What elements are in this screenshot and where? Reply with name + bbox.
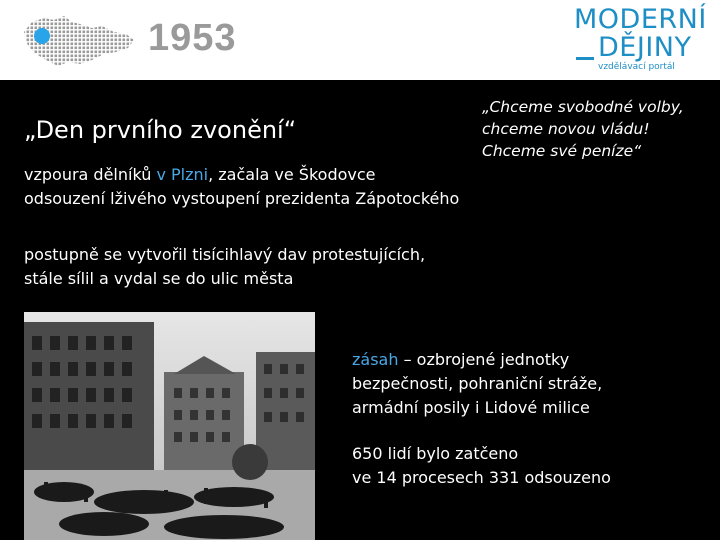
- zasah-link[interactable]: zásah: [352, 350, 399, 369]
- uprising-line-2: odsouzení lživého vystoupení prezidenta Zápotockého: [24, 189, 460, 208]
- header-bar: [0, 0, 720, 80]
- crowd-paragraph: [24, 243, 425, 291]
- text-segment: vzpoura dělníků: [24, 165, 157, 184]
- brand-underline: [576, 57, 594, 60]
- intervention-line-2: bezpečnosti, pohraniční stráže,: [352, 374, 603, 393]
- plzen-link[interactable]: v Plzni: [156, 165, 209, 184]
- text-segment: – ozbrojené jednotky: [398, 350, 570, 369]
- intervention-line-3: armádní posily i Lidové milice: [352, 398, 590, 417]
- brand-line-2: DĚJINY: [598, 32, 692, 63]
- year-heading: 1953: [148, 17, 237, 59]
- quote-line-2: chceme novou vládu!: [482, 120, 650, 138]
- crowd-line-2: stále sílil a vydal se do ulic města: [24, 269, 294, 288]
- quote-line-1: „Chceme svobodné volby,: [482, 98, 684, 116]
- protest-quote: [482, 96, 718, 162]
- brand-line-1: MODERNÍ: [574, 4, 707, 35]
- slide-title: „Den prvního zvonění“: [24, 116, 297, 144]
- crowd-line-1: postupně se vytvořil tisícihlavý dav protestujících,: [24, 245, 426, 264]
- intervention-line-1: [352, 348, 692, 372]
- quote-line-3: Chceme své peníze“: [482, 142, 642, 160]
- historical-photo: [24, 312, 315, 540]
- text-segment: , začala ve Škodovce: [208, 165, 376, 184]
- arrests-line-2: ve 14 procesech 331 odsouzeno: [352, 468, 611, 487]
- arrests-line-1: 650 lidí bylo zatčeno: [352, 444, 519, 463]
- moderni-dejiny-logo[interactable]: [574, 4, 714, 76]
- czech-map-logo-icon: [18, 10, 138, 70]
- uprising-paragraph: [24, 163, 459, 211]
- uprising-line-1: [24, 163, 459, 187]
- brand-subtitle: vzdělávací portál: [598, 62, 675, 72]
- intervention-text: [352, 348, 692, 490]
- photo-street-scene: [24, 312, 315, 540]
